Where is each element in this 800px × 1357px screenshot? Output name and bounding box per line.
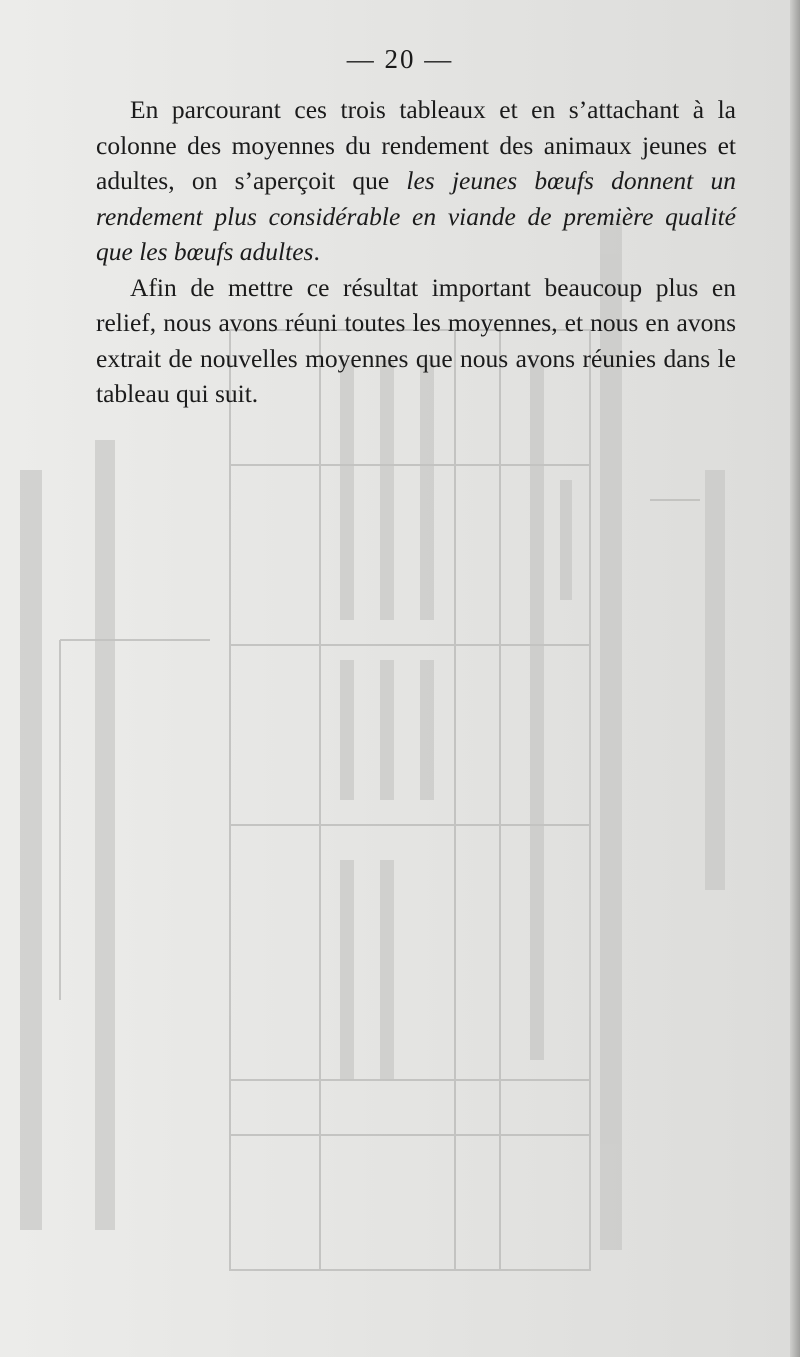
paragraph-2: Afin de mettre ce résultat important beaucoup plus en relief, nous avons réuni toutes les moyennes, et nous en avons extrait de nouvelles moyennes que nous avons réunies dans le tableau qui suit. <box>96 272 736 408</box>
body-text <box>96 92 736 412</box>
paragraph-1-end: . <box>313 237 320 266</box>
page-number: — 20 — <box>346 44 454 74</box>
paragraph-1 <box>96 92 736 270</box>
page-edge <box>790 0 800 1357</box>
paragraph-1-emphasis: les jeunes bœufs donnent un rendement plus considérable en viande de première qualité que les bœufs adultes <box>96 166 736 266</box>
paragraph-1-lead: En parcourant ces trois tableaux et en s’attachant à la colonne des moyennes du rendement des animaux jeunes et adultes, on s’aperçoit que <box>96 95 736 195</box>
